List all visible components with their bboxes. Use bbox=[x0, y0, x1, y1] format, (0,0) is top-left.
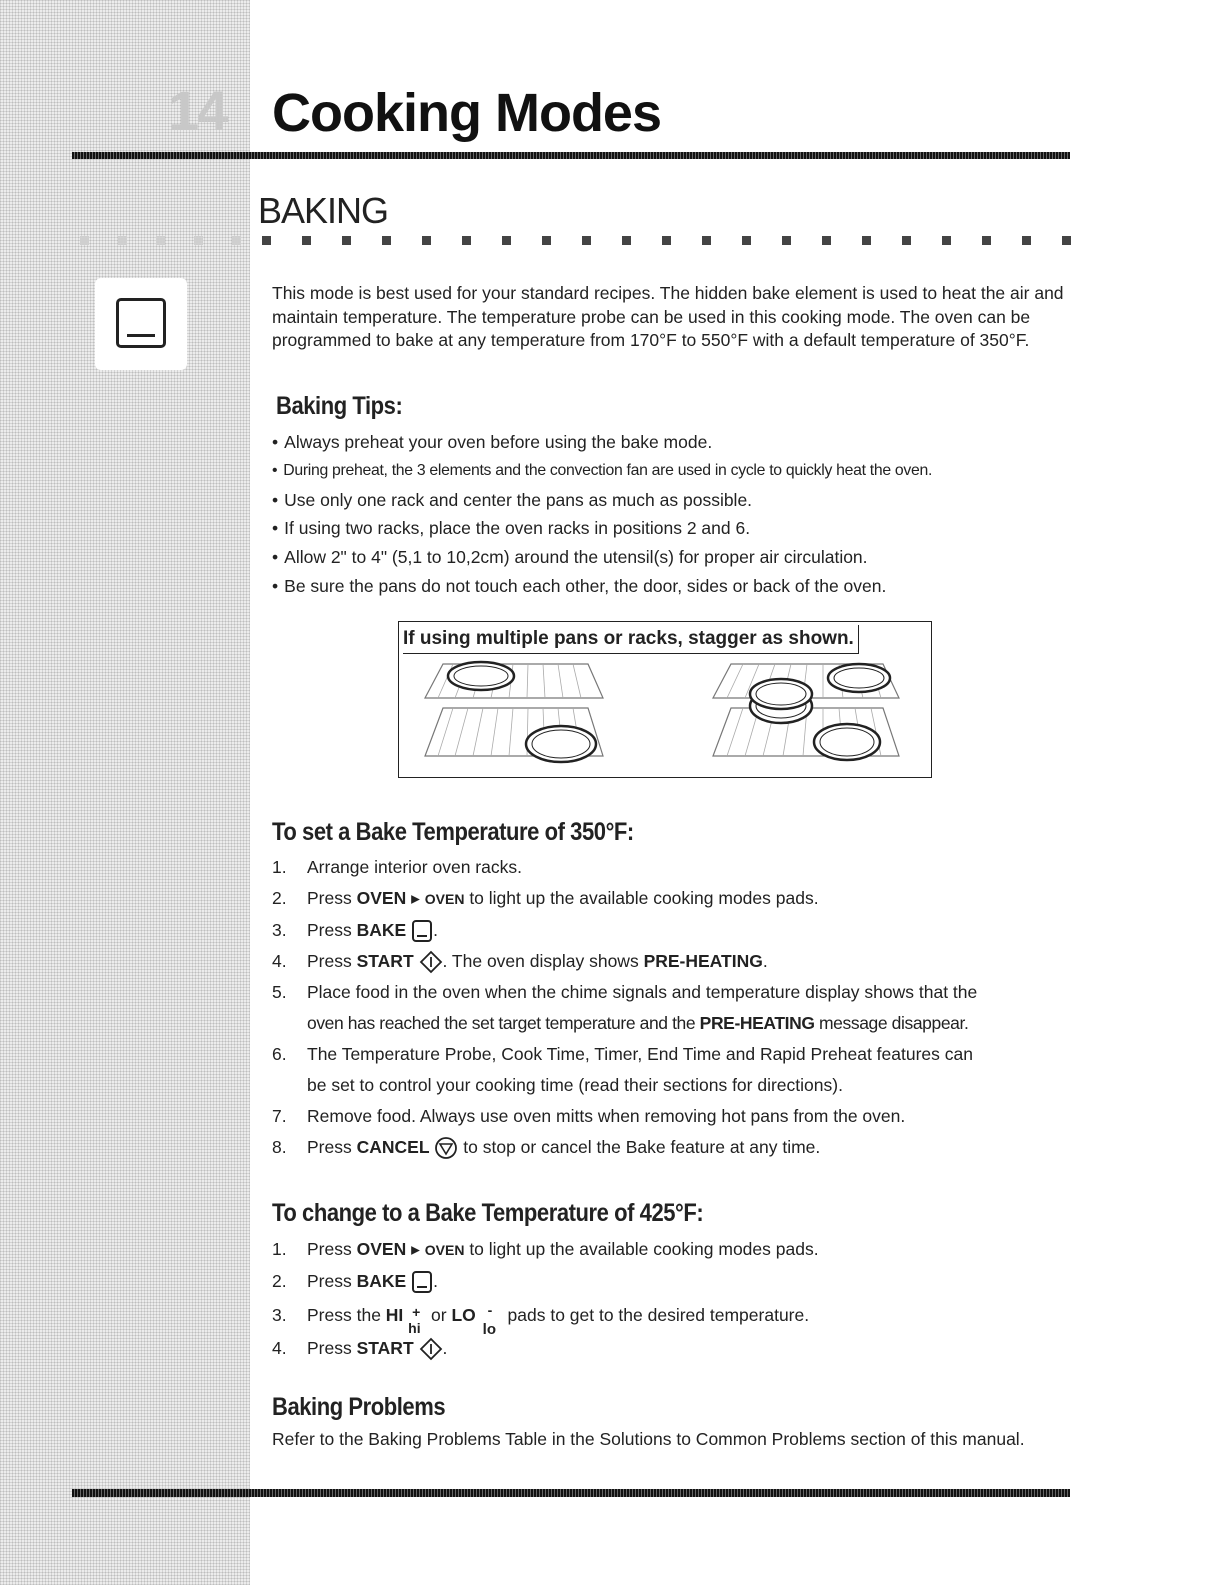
list-item: • Always preheat your oven before using the bake mode. bbox=[272, 428, 1082, 457]
start-key: START bbox=[356, 951, 414, 971]
bake-key: BAKE bbox=[356, 1271, 407, 1291]
baking-problems-heading: Baking Problems bbox=[272, 1393, 446, 1421]
list-item: 8. Press CANCEL to stop or cancel the Bake feature at any time. bbox=[272, 1132, 1082, 1163]
change-bake-heading: To change to a Bake Temperature of 425°F: bbox=[272, 1199, 704, 1227]
list-item: • Use only one rack and center the pans as much as possible. bbox=[272, 486, 1082, 515]
oven-pad-label: OVEN bbox=[424, 891, 465, 907]
change-bake-steps bbox=[272, 1234, 1082, 1364]
section-title: BAKING bbox=[258, 190, 389, 231]
stagger-figure bbox=[398, 621, 932, 778]
cancel-key: CANCEL bbox=[356, 1137, 430, 1157]
list-item: • During preheat, the 3 elements and the convection fan are used in cycle to quickly heat the oven. bbox=[272, 457, 1082, 486]
start-pad-icon bbox=[419, 1337, 443, 1361]
oven-pad-label: OVEN bbox=[424, 1242, 465, 1258]
cancel-pad-icon bbox=[434, 1136, 458, 1160]
set-bake-steps bbox=[272, 852, 1082, 1163]
hi-key: HI bbox=[385, 1305, 404, 1325]
bake-key: BAKE bbox=[356, 920, 407, 940]
baking-problems-text: Refer to the Baking Problems Table in the Solutions to Common Problems section of this manual. bbox=[272, 1429, 1025, 1449]
list-item: 3. Press the HI + hi or LO - lo pads to get to the desired temperature. bbox=[272, 1302, 810, 1339]
list-item: 2. Press BAKE . bbox=[272, 1266, 1082, 1297]
dot-divider bbox=[80, 236, 1070, 248]
list-item: 6. The Temperature Probe, Cook Time, Timer, End Time and Rapid Preheat features can be set to control your cooking time (read their sections for directions). bbox=[272, 1044, 973, 1095]
list-item: 3. Press BAKE . bbox=[272, 915, 1082, 946]
arrow-icon: ▸ bbox=[411, 1239, 420, 1259]
set-bake-heading: To set a Bake Temperature of 350°F: bbox=[272, 818, 634, 846]
start-pad-icon bbox=[419, 950, 443, 974]
bake-pad-icon bbox=[411, 1270, 433, 1294]
page-number: 14 bbox=[168, 79, 227, 142]
list-item: • If using two racks, place the oven racks in positions 2 and 6. bbox=[272, 514, 1082, 543]
list-item: 1. Press OVEN ▸ OVEN to light up the available cooking modes pads. bbox=[272, 1239, 819, 1259]
list-item: 2. Press OVEN ▸ OVEN to light up the available cooking modes pads. bbox=[272, 888, 819, 908]
hi-pad-icon: + hi bbox=[408, 1304, 421, 1337]
list-item: 1. Arrange interior oven racks. bbox=[272, 857, 522, 877]
preheating-label: PRE-HEATING bbox=[643, 951, 763, 971]
oven-key: OVEN bbox=[356, 888, 407, 908]
intro-paragraph: This mode is best used for your standard recipes. The hidden bake element is used to heat the air and maintain temperature. The temperature probe can be used in this cooking mode. The oven can be programmed to bake at any temperature from 170°F to 550°F with a default temperature of 350°F. bbox=[272, 283, 1064, 350]
rack-stagger-illustration bbox=[413, 656, 917, 774]
baking-tips-list bbox=[272, 428, 1082, 601]
top-divider bbox=[72, 152, 1070, 159]
bake-pad-icon bbox=[411, 919, 433, 943]
start-key: START bbox=[356, 1338, 414, 1358]
stagger-caption: If using multiple pans or racks, stagger as shown. bbox=[403, 625, 859, 654]
preheating-label: PRE-HEATING bbox=[699, 1013, 815, 1033]
list-item: 4. Press START . The oven display shows PRE-HEATING. bbox=[272, 946, 1082, 977]
list-item: 7. Remove food. Always use oven mitts when removing hot pans from the oven. bbox=[272, 1106, 906, 1126]
list-item: 5. Place food in the oven when the chime signals and temperature display shows that the oven has reached the set target temperature and the PRE-HEATING message disappear. bbox=[272, 982, 978, 1033]
lo-key: LO bbox=[451, 1305, 476, 1325]
lo-pad-icon: - lo bbox=[482, 1302, 496, 1339]
arrow-icon: ▸ bbox=[411, 888, 420, 908]
baking-tips-heading: Baking Tips: bbox=[276, 392, 403, 420]
bake-oven-icon bbox=[95, 278, 187, 370]
bottom-divider bbox=[72, 1489, 1070, 1497]
list-item: • Allow 2" to 4" (5,1 to 10,2cm) around the utensil(s) for proper air circulation. bbox=[272, 543, 1082, 572]
list-item: • Be sure the pans do not touch each other, the door, sides or back of the oven. bbox=[272, 572, 1082, 601]
oven-key: OVEN bbox=[356, 1239, 407, 1259]
page-title: Cooking Modes bbox=[272, 83, 661, 143]
list-item: 4. Press START . bbox=[272, 1333, 1082, 1364]
